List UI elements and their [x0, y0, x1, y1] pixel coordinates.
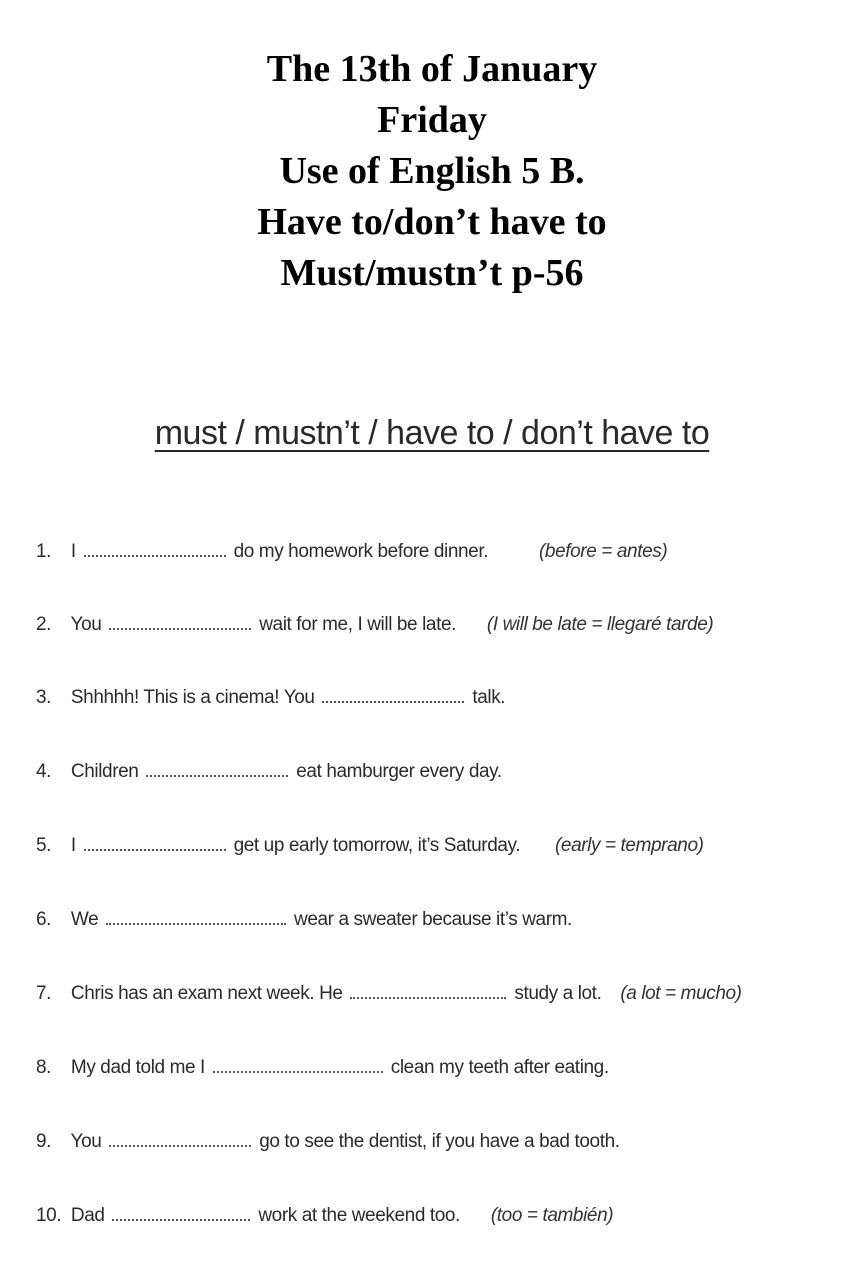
answer-blank[interactable] — [213, 1057, 383, 1073]
exercise-text-before: Chris has an exam next week. He — [70, 983, 343, 1004]
answer-blank[interactable] — [112, 1205, 250, 1221]
exercise-item — [36, 1048, 609, 1088]
answer-blank[interactable] — [350, 983, 506, 999]
exercise-text-after: eat hamburger every day. — [296, 761, 502, 782]
exercise-item — [36, 826, 704, 866]
lesson-title: Use of English 5 B. — [279, 150, 585, 192]
exercise-text-before: Children — [70, 761, 139, 782]
exercise-text-after: wear a sweater because it’s warm. — [294, 909, 572, 930]
exercise-number: 3. — [36, 687, 52, 708]
topic-line-1: Have to/don’t have to — [257, 201, 607, 243]
document-header — [0, 44, 864, 299]
exercise-number: 1. — [36, 541, 52, 562]
exercise-text-after: wait for me, I will be late. — [259, 614, 457, 635]
exercise-number: 10. — [36, 1205, 62, 1226]
answer-blank[interactable] — [146, 761, 288, 777]
exercise-item — [36, 1196, 613, 1236]
weekday-line: Friday — [377, 99, 487, 141]
answer-blank[interactable] — [322, 687, 464, 703]
exercise-number: 2. — [36, 614, 52, 635]
answer-blank[interactable] — [84, 541, 226, 557]
exercise-text-before: We — [70, 909, 99, 930]
exercise-text-after: go to see the dentist, if you have a bad tooth. — [259, 1131, 620, 1152]
exercise-text-after: do my homework before dinner. — [233, 541, 489, 562]
exercise-item — [36, 532, 667, 572]
exercise-number: 6. — [36, 909, 52, 930]
exercise-item — [36, 974, 742, 1014]
exercise-text-before: My dad told me I — [70, 1057, 205, 1078]
exercise-text-after: work at the weekend too. — [258, 1205, 460, 1226]
exercise-text-after: clean my teeth after eating. — [390, 1057, 609, 1078]
answer-blank[interactable] — [109, 1131, 251, 1147]
exercise-text-before: I — [70, 541, 76, 562]
answer-blank[interactable] — [84, 835, 226, 851]
exercise-text-before: Dad — [70, 1205, 105, 1226]
exercise-item — [36, 605, 713, 645]
exercise-item — [36, 678, 505, 718]
exercise-number: 4. — [36, 761, 52, 782]
date-line: The 13th of January — [266, 48, 598, 90]
exercise-text-after: study a lot. — [514, 983, 602, 1004]
exercise-number: 9. — [36, 1131, 52, 1152]
exercise-hint: (before = antes) — [539, 541, 668, 562]
worksheet-title — [0, 414, 864, 453]
exercise-text-before: I — [70, 835, 76, 856]
exercise-number: 8. — [36, 1057, 52, 1078]
exercise-item — [36, 1122, 620, 1162]
exercise-hint: (too = también) — [490, 1205, 614, 1226]
exercise-text-before: You — [70, 1131, 102, 1152]
exercise-item — [36, 752, 502, 792]
worksheet-title-text: must / mustn’t / have to / don’t have to — [154, 414, 710, 452]
exercise-number: 5. — [36, 835, 52, 856]
exercise-hint: (I will be late = llegaré tarde) — [486, 614, 714, 635]
exercise-hint: (early = temprano) — [554, 835, 704, 856]
exercise-text-after: talk. — [472, 687, 506, 708]
exercise-text-after: get up early tomorrow, it’s Saturday. — [233, 835, 521, 856]
topic-line-2: Must/mustn’t p-56 — [280, 252, 584, 294]
exercise-hint: (a lot = mucho) — [620, 983, 742, 1004]
exercise-text-before: Shhhhh! This is a cinema! You — [70, 687, 315, 708]
exercise-number: 7. — [36, 983, 52, 1004]
exercise-text-before: You — [70, 614, 102, 635]
answer-blank[interactable] — [109, 614, 251, 630]
exercise-item — [36, 900, 572, 940]
answer-blank[interactable] — [106, 909, 286, 925]
